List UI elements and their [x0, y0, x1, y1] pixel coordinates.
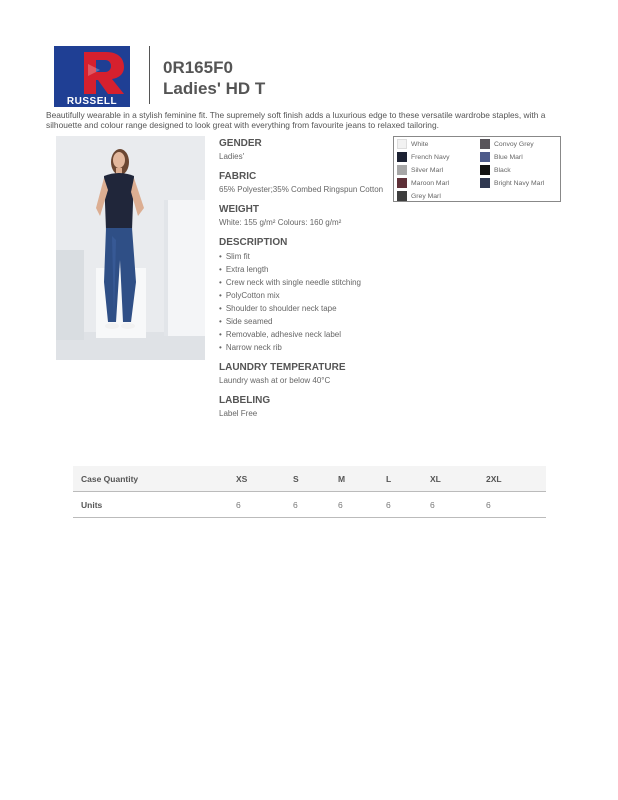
colour-convoy-grey: [480, 139, 534, 149]
list-item: • Extra length: [219, 263, 389, 276]
product-code: 0R165F0: [163, 58, 233, 77]
size-header: M: [338, 474, 346, 484]
colour-swatch: [480, 152, 490, 162]
product-title: Ladies' HD T: [163, 79, 266, 98]
colour-swatch: [397, 152, 407, 162]
size-header: S: [293, 474, 299, 484]
header-divider: [149, 46, 150, 104]
gender-heading: GENDER: [219, 138, 262, 149]
colour-name: French Navy: [411, 153, 450, 161]
weight-value: White: 155 g/m² Colours: 160 g/m²: [219, 218, 342, 227]
size-header: XS: [236, 474, 248, 484]
product-details: [219, 137, 389, 419]
colour-name: Grey Marl: [411, 192, 441, 200]
colour-name: Maroon Marl: [411, 179, 450, 187]
colour-name: Convoy Grey: [494, 140, 534, 148]
colour-name: White: [411, 140, 429, 148]
colour-bright-navy-marl: [480, 178, 544, 188]
colour-swatch: [480, 139, 490, 149]
colour-swatch: [397, 139, 407, 149]
size-header: XL: [430, 474, 441, 484]
size-header: L: [386, 474, 392, 484]
table-row: [73, 492, 546, 518]
case-quantity-label: Case Quantity: [81, 474, 139, 484]
colour-maroon-marl: [397, 178, 449, 188]
units-value: 6: [430, 500, 435, 510]
table-header-row: [73, 466, 546, 492]
units-label: Units: [81, 500, 103, 510]
labeling-value: Label Free: [219, 409, 258, 418]
colour-name: Silver Marl: [411, 166, 444, 174]
list-item: • Narrow neck rib: [219, 341, 389, 354]
colour-swatch: [480, 165, 490, 175]
list-item: • Shoulder to shoulder neck tape: [219, 302, 389, 315]
units-value: 6: [386, 500, 391, 510]
units-value: 6: [338, 500, 343, 510]
russell-r-mark-icon: [54, 46, 130, 96]
labeling-heading: LABELING: [219, 395, 271, 406]
description-heading: DESCRIPTION: [219, 237, 288, 248]
description-list: [219, 250, 389, 354]
laundry-heading: LAUNDRY TEMPERATURE: [219, 362, 346, 373]
colour-swatch: [397, 178, 407, 188]
weight-heading: WEIGHT: [219, 204, 259, 215]
units-value: 6: [236, 500, 241, 510]
colour-swatch: [397, 191, 407, 201]
list-item: • Crew neck with single needle stitching: [219, 276, 389, 289]
colour-swatch: [480, 178, 490, 188]
list-item: • PolyCotton mix: [219, 289, 389, 302]
units-value: 6: [486, 500, 491, 510]
logo-wordmark: RUSSELL: [54, 96, 130, 107]
colour-french-navy: [397, 152, 450, 162]
russell-logo: [54, 46, 130, 108]
list-item: • Slim fit: [219, 250, 389, 263]
laundry-value: Laundry wash at or below 40°C: [219, 376, 331, 385]
colour-swatch-panel: [393, 136, 561, 202]
list-item: • Removable, adhesive neck label: [219, 328, 389, 341]
product-photo: [56, 136, 205, 360]
colour-black: [480, 165, 511, 175]
colour-name: Bright Navy Marl: [494, 179, 545, 187]
colour-swatch: [397, 165, 407, 175]
colour-grey-marl: [397, 191, 441, 201]
colour-blue-marl: [480, 152, 523, 162]
gender-value: Ladies': [219, 152, 245, 161]
size-header: 2XL: [486, 474, 502, 484]
fabric-value: 65% Polyester;35% Combed Ringspun Cotton: [219, 185, 384, 194]
model-photo-illustration: [56, 136, 205, 360]
product-intro: Beautifully wearable in a stylish feminine fit. The supremely soft finish adds a luxurious edge to these versatile wardrobe staples, with a silhouette and colour range designed to look great with everything from favourite jeans to relaxed tailoring.: [46, 110, 546, 130]
colour-white: [397, 139, 428, 149]
fabric-heading: FABRIC: [219, 171, 257, 182]
colour-name: Blue Marl: [494, 153, 523, 161]
colour-silver-marl: [397, 165, 443, 175]
units-value: 6: [293, 500, 298, 510]
case-quantity-table: [73, 466, 546, 518]
colour-name: Black: [494, 166, 511, 174]
list-item: • Side seamed: [219, 315, 389, 328]
